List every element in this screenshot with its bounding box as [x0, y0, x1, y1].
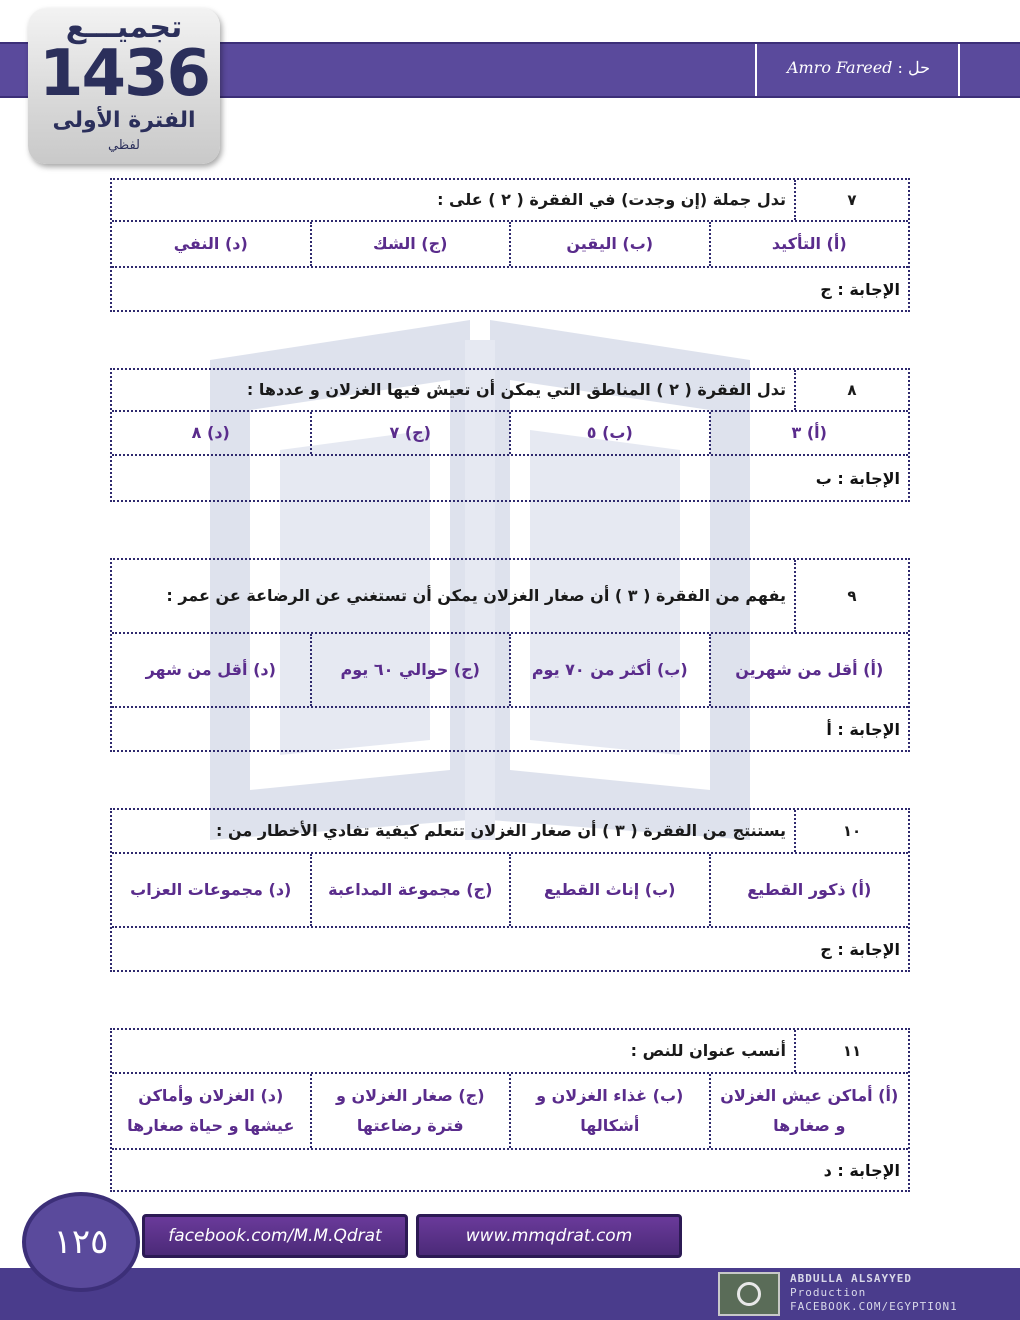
question-stem: يستنتج من الفقرة ( ٣ ) أن صغار الغزلان تتعلم كيفية تفادي الأخطار من : — [216, 821, 786, 840]
question-stem: تدل الفقرة ( ٢ ) المناطق التي يمكن أن تعيش فيها الغزلان و عددها : — [246, 380, 786, 399]
logo-section: لفظي — [107, 138, 141, 153]
solver-label: حل : — [897, 58, 930, 77]
option-a[interactable]: (أ) ذكور القطيع — [709, 854, 909, 926]
option-c[interactable]: (ج) الشك — [310, 222, 510, 266]
solver-name: Amro Fareed — [786, 58, 893, 77]
option-b[interactable]: (ب) أكثر من ٧٠ يوم — [509, 634, 709, 706]
header-divider — [755, 44, 757, 96]
credit-production: Production — [790, 1286, 867, 1299]
answer-text: الإجابة : د — [823, 1160, 900, 1180]
question-stem-row — [112, 1030, 908, 1074]
logo-title: تجميـــع — [65, 10, 183, 45]
logo-year: 1436 — [38, 37, 210, 111]
question-number: ١١ — [794, 1030, 908, 1072]
question-stem-row — [112, 560, 908, 634]
header-divider — [958, 44, 960, 96]
answer-text: الإجابة : ب — [815, 468, 900, 488]
question-number: ٩ — [794, 560, 908, 632]
answer-text: الإجابة : ج — [820, 279, 900, 299]
page-number: ١٢٥ — [22, 1192, 140, 1292]
question-stem-row — [112, 180, 908, 222]
solver-credit — [787, 58, 930, 77]
options-row — [112, 634, 908, 708]
option-a[interactable]: (أ) ٣ — [709, 412, 909, 454]
answer-row — [112, 268, 908, 310]
option-b[interactable]: (ب) ٥ — [509, 412, 709, 454]
question-stem: يفهم من الفقرة ( ٣ ) أن صغار الغزلان يمكن أن تستغني عن الرضاعة عن عمر : — [166, 586, 786, 605]
question-number: ٨ — [794, 370, 908, 410]
question-table — [110, 1028, 910, 1192]
production-credit — [790, 1272, 958, 1314]
credit-facebook: FACEBOOK.COM/EGYPTION1 — [790, 1300, 958, 1313]
answer-row — [112, 456, 908, 500]
answer-row — [112, 928, 908, 970]
option-a[interactable]: (أ) أماكن عيش الغزلان و صغارها — [709, 1074, 909, 1148]
credit-name: ABDULLA ALSAYYED — [790, 1272, 912, 1285]
option-c[interactable]: (ج) صغار الغزلان و فترة رضاعتها — [310, 1074, 510, 1148]
option-c[interactable]: (ج) ٧ — [310, 412, 510, 454]
answer-row — [112, 1150, 908, 1190]
question-stem-row — [112, 810, 908, 854]
option-d[interactable]: (د) ٨ — [191, 423, 230, 442]
question-table — [110, 558, 910, 752]
question-number: ١٠ — [794, 810, 908, 852]
option-c[interactable]: (ج) مجموعة المداعبة — [310, 854, 510, 926]
options-row — [112, 854, 908, 928]
option-b[interactable]: (ب) اليقين — [509, 222, 709, 266]
question-table — [110, 808, 910, 972]
option-a[interactable]: (أ) التأكيد — [709, 222, 909, 266]
option-d[interactable]: (د) الغزلان وأماكن عيشها و حياة صغارها — [127, 1086, 295, 1135]
option-d[interactable]: (د) أقل من شهر — [145, 660, 276, 679]
question-stem: أنسب عنوان للنص : — [630, 1041, 786, 1060]
answer-row — [112, 708, 908, 750]
logo-period: الفترة الأولى — [52, 108, 196, 133]
question-number: ٧ — [794, 180, 908, 220]
answer-text: الإجابة : ج — [820, 939, 900, 959]
option-b[interactable]: (ب) غذاء الغزلان و أشكالها — [509, 1074, 709, 1148]
option-d[interactable]: (د) النفي — [173, 234, 248, 253]
question-stem: تدل جملة (إن وجدت) في الفقرة ( ٢ ) على : — [437, 190, 786, 209]
option-b[interactable]: (ب) إناث القطيع — [509, 854, 709, 926]
answer-text: الإجابة : أ — [826, 719, 900, 739]
question-table — [110, 178, 910, 312]
question-table — [110, 368, 910, 502]
camera-logo-icon — [718, 1272, 780, 1316]
logo — [28, 8, 220, 164]
option-d[interactable]: (د) مجموعات العزاب — [130, 880, 292, 899]
option-a[interactable]: (أ) أقل من شهرين — [709, 634, 909, 706]
facebook-link[interactable]: facebook.com/M.M.Qdrat — [142, 1214, 408, 1258]
options-row — [112, 1074, 908, 1150]
option-c[interactable]: (ج) حوالي ٦٠ يوم — [310, 634, 510, 706]
question-stem-row — [112, 370, 908, 412]
website-link[interactable]: www.mmqdrat.com — [416, 1214, 682, 1258]
options-row — [112, 222, 908, 268]
options-row — [112, 412, 908, 456]
